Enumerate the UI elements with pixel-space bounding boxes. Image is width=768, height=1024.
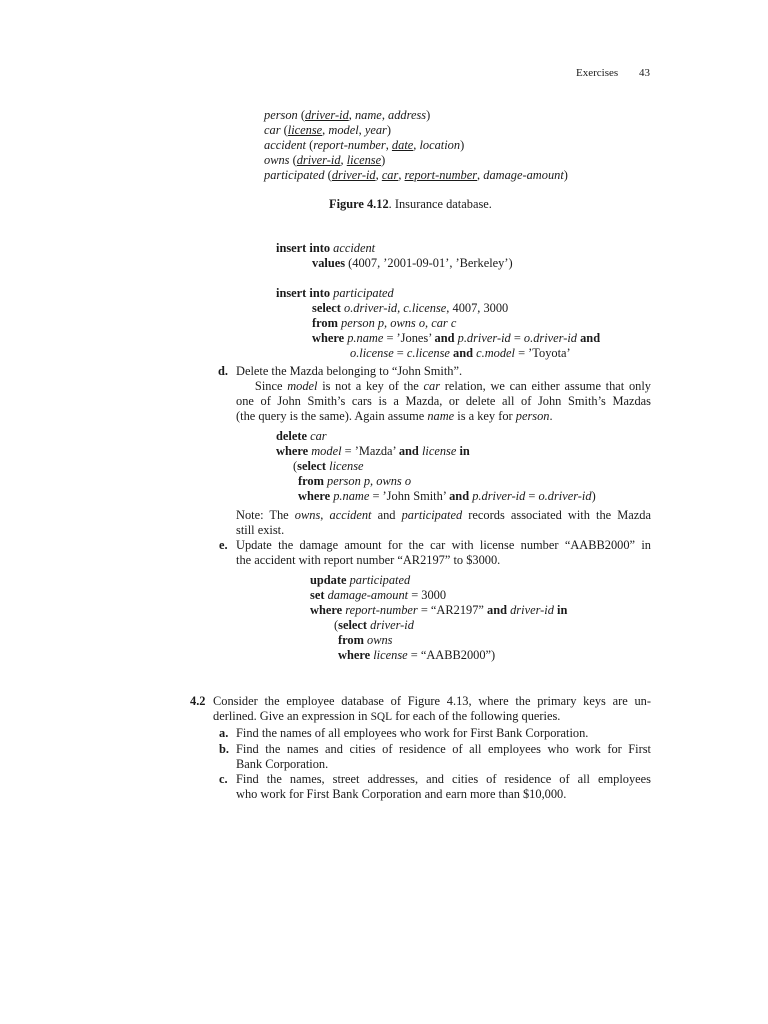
exercise-4-2-c-label: c. [219, 772, 228, 786]
exercise-4-2-a-label: a. [219, 726, 229, 740]
item-d-para-line-2: one of John Smith’s cars is a Mazda, or delete all of John Smith’s Mazdas [236, 394, 651, 408]
schema-participated: participated (driver-id, car, report-number, damage-amount) [264, 168, 568, 182]
subquery-from-line: from person p, owns o [298, 474, 412, 488]
exercise-4-2-b-line-1: Find the names and cities of residence of all employees who work for First [236, 742, 651, 756]
select-line: select o.driver-id, c.license, 4007, 3000 [312, 301, 509, 315]
update-where-line: where report-number = “AR2197” and driver-id in [310, 603, 568, 617]
figure-label: Figure 4.12 [329, 197, 389, 211]
item-e-label: e. [219, 538, 228, 552]
subquery-where-line: where p.name = ’John Smith’ and p.driver-id = o.driver-id) [298, 489, 596, 503]
insert-participated-line: insert into participated [276, 286, 394, 300]
schema-owns: owns (driver-id, license) [264, 153, 386, 167]
exercise-4-2-b-line-2: Bank Corporation. [236, 757, 329, 771]
item-e-line-1: Update the damage amount for the car with license number “AABB2000” in [236, 538, 651, 552]
values-line: values (4007, ’2001-09-01’, ’Berkeley’) [312, 256, 513, 270]
schema-person: person (driver-id, name, address) [264, 108, 431, 122]
schema-accident: accident (report-number, date, location) [264, 138, 465, 152]
exercise-4-2-line-1: Consider the employee database of Figure 4.13, where the primary keys are un- [213, 694, 651, 708]
subquery-select-line: (select license [293, 459, 364, 473]
exercise-number: 4.2 [190, 694, 206, 708]
item-d-title: Delete the Mazda belonging to “John Smith”. [236, 364, 463, 378]
update-line: update participated [310, 573, 411, 587]
figure-caption: Figure 4.12. Insurance database. [329, 197, 492, 211]
item-d-label: d. [218, 364, 228, 378]
item-e-line-2: the accident with report number “AR2197” to $3000. [236, 553, 501, 567]
update-subquery-where-line: where license = “AABB2000”) [338, 648, 496, 662]
exercise-4-2-b-label: b. [219, 742, 229, 756]
insert-accident-line: insert into accident [276, 241, 376, 255]
schema-car: car (license, model, year) [264, 123, 392, 137]
update-subquery-select-line: (select driver-id [334, 618, 414, 632]
from-line: from person p, owns o, car c [312, 316, 457, 330]
item-d-para-line-1: Since model is not a key of the car relation, we can either assume that only [254, 379, 652, 393]
page-number: 43 [639, 67, 650, 79]
where-line: where p.name = ’Jones’ and p.driver-id = o.driver-id and [312, 331, 601, 345]
where-continuation-line: o.license = c.license and c.model = ’Toyota’ [350, 346, 571, 360]
update-subquery-from-line: from owns [338, 633, 393, 647]
exercise-4-2-c-line-1: Find the names, street addresses, and cities of residence of all employees [236, 772, 651, 786]
exercise-4-2-a-text: Find the names of all employees who work for First Bank Corporation. [236, 726, 589, 740]
exercise-4-2-c-line-2: who work for First Bank Corporation and earn more than $10,000. [236, 787, 567, 801]
item-d-para-line-3: (the query is the same). Again assume name is a key for person. [236, 409, 553, 423]
set-line: set damage-amount = 3000 [310, 588, 447, 602]
delete-line: delete car [276, 429, 327, 443]
running-header-title: Exercises [576, 67, 619, 79]
exercise-4-2-line-2: derlined. Give an expression in SQL for each of the following queries. [213, 709, 561, 723]
item-d-note-line-1: Note: The owns, accident and participated records associated with the Mazda [236, 508, 652, 522]
delete-where-line: where model = ’Mazda’ and license in [276, 444, 470, 458]
item-d-note-line-2: still exist. [236, 523, 285, 537]
